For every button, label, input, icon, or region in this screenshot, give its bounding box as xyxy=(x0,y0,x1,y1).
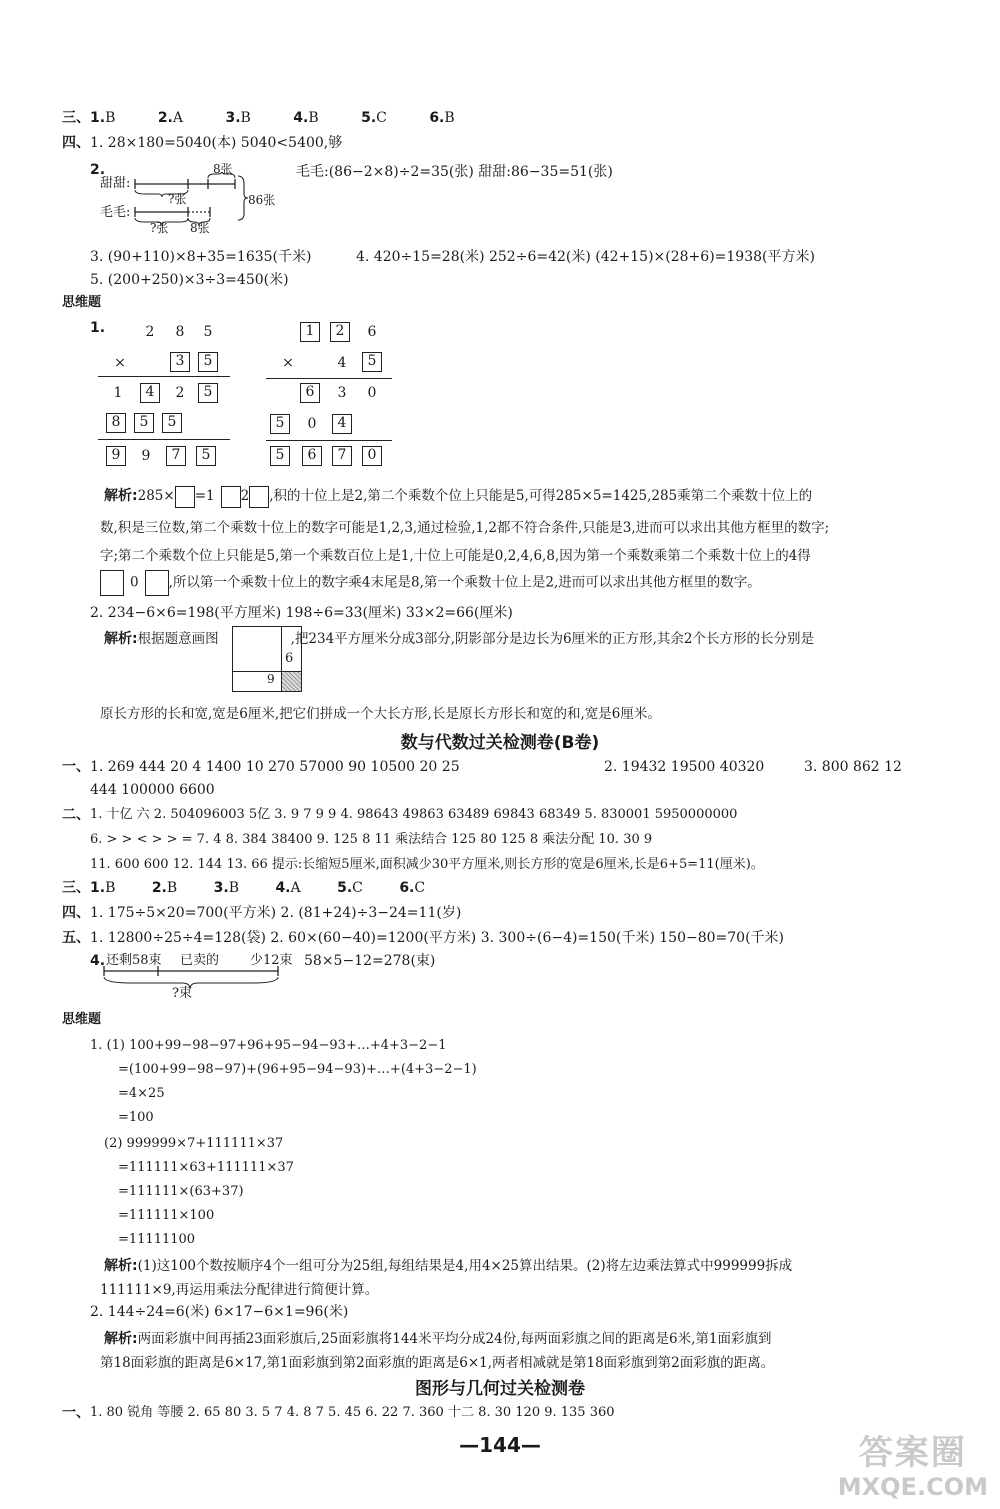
digit-box: 5 xyxy=(198,352,218,372)
jx-label: 解析: xyxy=(104,1331,138,1347)
jx-text: 285× xyxy=(137,488,175,504)
think1-label: 思维题 xyxy=(62,295,102,310)
digit: 0 xyxy=(367,385,377,401)
answer: B xyxy=(240,110,251,126)
think2-p1-0: 1. (1) 100+99−98−97+96+95−94−93+…+4+3−2−1 xyxy=(90,1038,447,1053)
jx-text: 两面彩旗中间再插23面彩旗后,25面彩旗将144米平均分成24份,每两面彩旗之间的距离是6米,第1面彩旗到 xyxy=(137,1331,772,1347)
think2-p1-3: =100 xyxy=(118,1110,154,1125)
digit-box: 5 xyxy=(198,383,218,403)
section-title-g: 图形与几何过关检测卷 xyxy=(415,1379,585,1399)
digit: 0 xyxy=(307,416,317,432)
q-num: 5. xyxy=(361,110,377,126)
q-num: 1. xyxy=(90,110,106,126)
digit-box: 9 xyxy=(106,446,126,466)
sec4-q2-expr: 毛毛:(86−2×8)÷2=35(张) 甜甜:86−35=51(张) xyxy=(296,164,613,180)
secB2-l3: 11. 600 600 12. 144 13. 66 提示:长缩短5厘米,面积减少30平方厘米,则长方形的宽是6厘米,长是6+5=11(厘米)。 xyxy=(90,857,764,872)
digit: 4 xyxy=(337,355,347,371)
secG1-l1: 1. 80 锐角 等腰 2. 65 80 3. 5 7 4. 8 7 5. 45 6. 22 7. 360 十二 8. 30 120 9. 135 360 xyxy=(90,1405,615,1420)
answer: A xyxy=(290,880,301,896)
secB1-lead: 一、 xyxy=(62,759,90,775)
think2-jx-line1 xyxy=(104,1254,964,1278)
digit: 1 xyxy=(113,385,123,401)
digit: 6 xyxy=(367,324,377,340)
diagram2-expr: 58×5−12=278(束) xyxy=(304,953,436,969)
watermark xyxy=(838,1433,988,1501)
secB3-lead: 三、 xyxy=(62,880,90,896)
q-num: 3. xyxy=(213,880,229,896)
blank-box xyxy=(221,486,241,508)
q-num: 4. xyxy=(293,110,309,126)
watermark-top: 答案圈 xyxy=(858,1433,967,1473)
think1-jx2-line2: 原长方形的长和宽,宽是6厘米,把它们拼成一个大长方形,长是原长方形长和宽的和,宽是6厘米。 xyxy=(100,706,661,722)
think2-jx-line2: 111111×9,再运用乘法分配律进行简便计算。 xyxy=(100,1282,379,1298)
think2-p1-1: =(100+99−98−97)+(96+95−94−93)+…+(4+3−2−1) xyxy=(118,1062,477,1077)
digit-box: 0 xyxy=(362,446,382,466)
digit: 2 xyxy=(145,324,155,340)
secB1-l2: 444 100000 6600 xyxy=(90,782,215,798)
digit-box: 5 xyxy=(134,413,154,433)
jx-text: =1 xyxy=(194,488,215,504)
think2-p2-4: =11111100 xyxy=(118,1232,196,1247)
sec4-q3: 3. (90+110)×8+35=1635(千米) xyxy=(90,249,312,265)
digit: 5 xyxy=(203,324,213,340)
jx-text: ,积的十位上是2,第二个乘数个位上只能是5,可得285×5=1425,285乘第二个乘数十位上的 xyxy=(269,488,813,504)
think1-jx-line3: 字;第二个乘数个位上只能是5,第一个乘数百位上是1,十位上可能是0,2,4,6,8,因为第一个乘数乘第二个乘数十位上的4得 xyxy=(100,548,811,564)
page-number: —144— xyxy=(459,1433,541,1457)
digit-box: 7 xyxy=(332,446,352,466)
think2-p2-2: =111111×(63+37) xyxy=(118,1184,244,1199)
think2-p2-3: =111111×100 xyxy=(118,1208,215,1223)
digit: 3 xyxy=(337,385,347,401)
digit-box: 7 xyxy=(166,446,186,466)
think2-p2-1: =111111×63+111111×37 xyxy=(118,1160,294,1175)
q-num: 1. xyxy=(90,880,106,896)
answer: A xyxy=(172,110,183,126)
blank-box xyxy=(175,486,195,508)
answer: B xyxy=(444,110,455,126)
digit-box: 4 xyxy=(140,383,160,403)
secG1-lead: 一、 xyxy=(62,1405,90,1421)
jx-text: ,所以第一个乘数十位上的数字乘4末尾是8,第一个乘数十位上是2,进而可以求出其他方框里的数字。 xyxy=(168,574,761,591)
secB4-l1: 1. 175÷5×20=700(平方米) 2. (81+24)÷3−24=11(岁) xyxy=(90,905,462,921)
jx-text: 0 xyxy=(130,574,139,591)
diagram-top-8: 8张 xyxy=(213,162,233,176)
digit-box: 5 xyxy=(270,446,290,466)
diagram2-question: ?束 xyxy=(172,986,192,1001)
diagram-total: 86张 xyxy=(248,193,276,207)
secB1-l1b: 2. 19432 19500 40320 xyxy=(604,759,765,775)
times-sign: × xyxy=(114,355,126,371)
fig-label-6-rot: 6 xyxy=(267,671,275,685)
diagram2-left: 还剩58束 xyxy=(106,953,162,968)
answer: B xyxy=(166,880,178,896)
digit-box: 5 xyxy=(162,413,182,433)
think2-p1-2: =4×25 xyxy=(118,1086,165,1101)
digit-box: 1 xyxy=(300,322,320,342)
sec3-lead: 三、 xyxy=(62,110,90,126)
think1-q1-num: 1. xyxy=(90,320,106,336)
diagram-maomao-label: 毛毛: xyxy=(100,205,131,220)
q-num: 5. xyxy=(337,880,353,896)
answer: C xyxy=(352,880,363,896)
digit-box: 5 xyxy=(362,352,382,372)
digit-box: 5 xyxy=(196,446,216,466)
sec4-q2-num: 2. xyxy=(90,162,106,178)
answer: B xyxy=(105,110,116,126)
digit: 8 xyxy=(175,324,185,340)
jx-label: 解析: xyxy=(104,631,138,647)
digit: 2 xyxy=(175,385,185,401)
secB1-l1: 1. 269 444 20 4 1400 10 270 57000 90 10500 20 25 xyxy=(90,759,460,775)
q-num: 4. xyxy=(275,880,291,896)
digit-box: 6 xyxy=(302,446,322,466)
jx-label: 解析: xyxy=(104,1258,138,1274)
think2-p2-0: (2) 999999×7+111111×37 xyxy=(104,1136,284,1151)
secB2-l2: 6. > > < > > = 7. 4 8. 384 38400 9. 125 8 11 乘法结合 125 80 125 8 乘法分配 10. 30 9 xyxy=(90,832,653,847)
jx-label: 解析: xyxy=(104,488,138,504)
secB5-l1: 1. 12800÷25÷4=128(袋) 2. 60×(60−40)=1200(平方米) 3. 300÷(6−4)=150(千米) 150−80=70(千米) xyxy=(90,930,785,946)
watermark-bottom: MXQE.COM xyxy=(837,1473,988,1501)
blank-box xyxy=(145,570,169,596)
segment-diagram-2 xyxy=(102,965,282,993)
q-num: 6. xyxy=(429,110,445,126)
segment-diagram xyxy=(130,172,250,230)
sec4-lead: 四、 xyxy=(62,135,90,151)
blank-box xyxy=(249,486,269,508)
diagram2-mid: 已卖的 xyxy=(180,953,220,968)
digit-box: 8 xyxy=(106,413,126,433)
rule xyxy=(98,376,230,377)
jx-text: ,把234平方厘米分成3部分,阴影部分是边长为6厘米的正方形,其余2个长方形的长分别是 xyxy=(290,631,815,647)
sec4-q5: 5. (200+250)×3÷3=450(米) xyxy=(90,272,289,288)
diagram2-right: 少12束 xyxy=(250,953,293,968)
secB5-lead: 五、 xyxy=(62,930,90,946)
q-num: 2. xyxy=(151,880,167,896)
think1-q2: 2. 234−6×6=198(平方厘米) 198÷6=33(厘米) 33×2=66(厘米) xyxy=(90,605,513,621)
sec4-q4: 4. 420÷15=28(米) 252÷6=42(米) (42+15)×(28+6)=1938(平方米) xyxy=(356,249,815,265)
fig-label-6: 6 xyxy=(285,651,294,666)
diagram-q2: ?张 xyxy=(150,221,169,235)
q-num: 3. xyxy=(225,110,241,126)
rect-figure xyxy=(232,626,302,692)
secB1-l1c: 3. 800 862 12 xyxy=(804,759,902,775)
digit-box: 3 xyxy=(170,352,190,372)
secB2-lead: 二、 xyxy=(62,807,90,823)
jx-text: 根据题意画图 xyxy=(137,631,219,647)
secB3-answers xyxy=(90,878,425,898)
answer: C xyxy=(414,880,426,896)
think1-jx-line2: 数,积是三位数,第二个乘数十位上的数字可能是1,2,3,通过检验,1,2都不符合条件,只能是3,进而可以求出其他方框里的数字; xyxy=(100,520,830,536)
q-num: 6. xyxy=(399,880,415,896)
rule xyxy=(98,439,230,440)
secB5-q4-num: 4. xyxy=(90,953,106,969)
digit-box: 4 xyxy=(332,414,352,434)
digit-box: 2 xyxy=(330,322,350,342)
digit: 9 xyxy=(141,448,151,464)
think2-label: 思维题 xyxy=(62,1012,102,1027)
rule xyxy=(266,440,392,441)
think2-jx3-line1 xyxy=(104,1327,964,1351)
think1-jx-line1 xyxy=(104,484,964,508)
sec3-answers xyxy=(90,108,455,128)
diagram-bot-8: 8张 xyxy=(190,221,210,235)
shaded-square xyxy=(282,672,301,691)
think2-jx3-line2: 第18面彩旗的距离是6×17,第1面彩旗到第2面彩旗的距离是6×1,两者相减就是第18面彩旗到第2面彩旗的距离。 xyxy=(100,1355,775,1371)
sec4-q1: 1. 28×180=5040(本) 5040<5400,够 xyxy=(90,135,343,151)
answer: B xyxy=(228,880,239,896)
answer: B xyxy=(308,110,319,126)
digit-box: 6 xyxy=(300,383,320,403)
times-sign: × xyxy=(282,355,294,371)
q-num: 2. xyxy=(157,110,173,126)
diagram-q1: ?张 xyxy=(168,192,187,206)
answer: C xyxy=(376,110,387,126)
jx-text: (1)这100个数按顺序4个一组可分为25组,每组结果是4,用4×25算出结果。(2)将左边乘法算式中999999拆成 xyxy=(137,1258,793,1274)
rule xyxy=(266,378,392,379)
secB4-lead: 四、 xyxy=(62,905,90,921)
secB2-l1: 1. 十亿 六 2. 504096003 5亿 3. 9 7 9 9 4. 98643 49863 63489 69843 68349 5. 830001 5950000000 xyxy=(90,807,738,822)
blank-box xyxy=(100,570,124,596)
section-title-b: 数与代数过关检测卷(B卷) xyxy=(400,733,600,753)
digit-box: 5 xyxy=(270,414,290,434)
jx-text: 2 xyxy=(240,488,250,504)
answer: B xyxy=(105,880,116,896)
diagram-tiantian-label: 甜甜: xyxy=(100,176,131,191)
think1-jx-line4 xyxy=(100,570,960,596)
think2-q2: 2. 144÷24=6(米) 6×17−6×1=96(米) xyxy=(90,1304,349,1320)
